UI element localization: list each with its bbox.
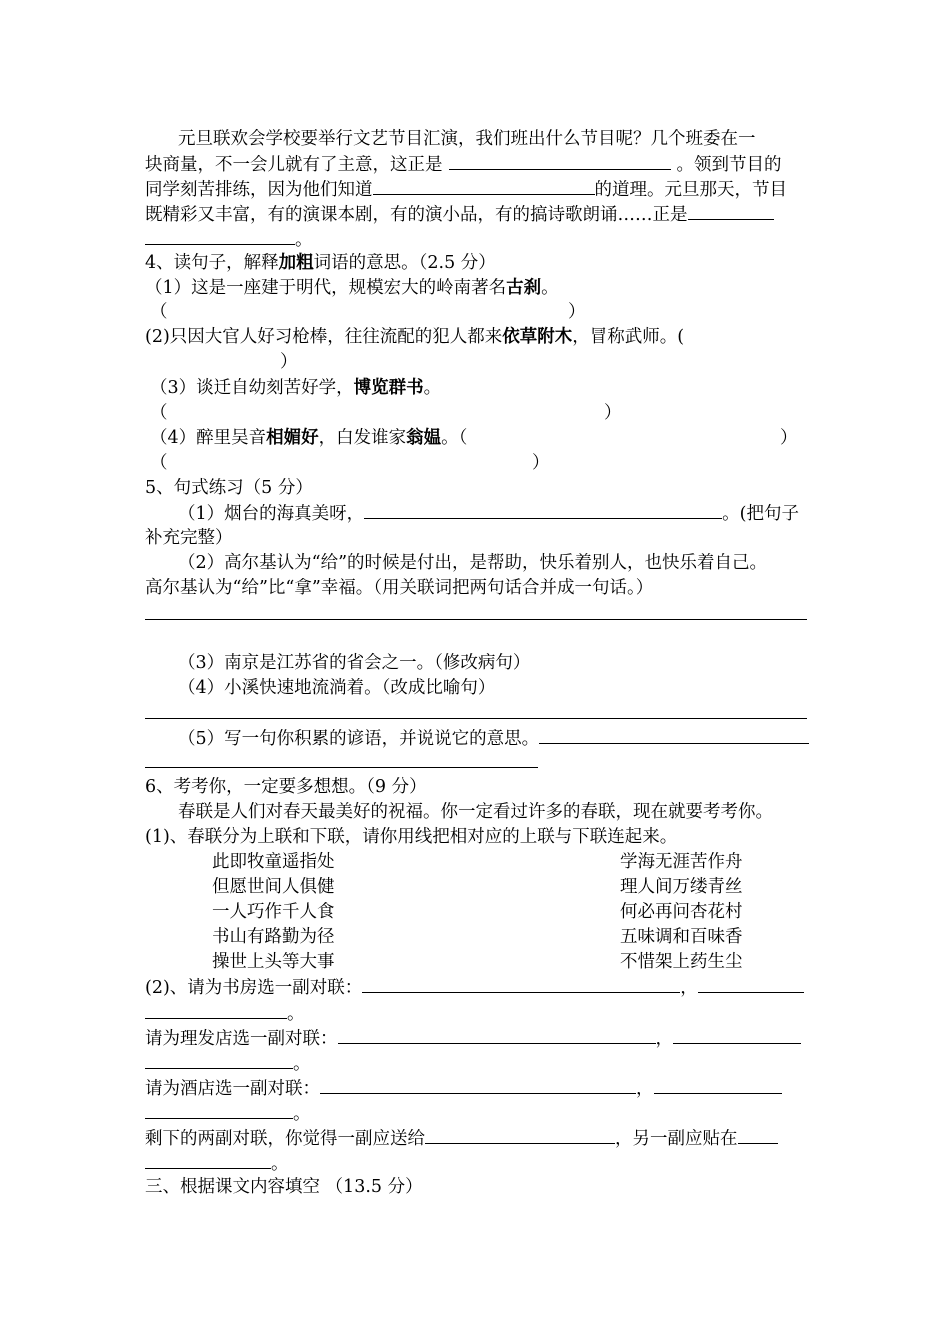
q4-title-text: 4、读句子，解释 <box>145 253 279 273</box>
lower-couplet-3[interactable]: 何必再问杏花村 <box>620 902 743 922</box>
upper-couplet-2[interactable]: 但愿世间人俱健 <box>212 877 335 897</box>
q4-s2-word: 依草附木 <box>502 327 573 347</box>
q6-hotel-blank-2-cont[interactable] <box>145 1101 293 1119</box>
upper-couplet-1[interactable]: 此即牧童遥指处 <box>212 852 335 872</box>
q4-s3-open: （ <box>150 403 168 423</box>
lower-couplet-5[interactable]: 不惜架上药生尘 <box>620 952 743 972</box>
q4-title-bold: 加粗 <box>278 253 314 273</box>
q6-study-text: (2)、请为书房选一副对联： <box>145 978 363 998</box>
q5-s5-answer-line-2[interactable] <box>145 767 538 768</box>
q5-s2-answer-line[interactable] <box>145 619 807 620</box>
q6-study-period: 。 <box>287 1004 305 1024</box>
intro-line-4 <box>145 202 774 227</box>
q4-s2 <box>145 325 684 349</box>
q6-barber-blank-1[interactable] <box>338 1026 656 1044</box>
q6-barber-period: 。 <box>293 1054 311 1074</box>
lower-couplet-4[interactable]: 五味调和百味香 <box>620 927 743 947</box>
q6-remaining-line-2 <box>145 1151 289 1176</box>
q4-s3 <box>150 376 441 400</box>
q6-hotel-text: 请为酒店选一副对联： <box>145 1079 320 1099</box>
blank-idiom-3-cont[interactable] <box>145 227 295 245</box>
intro-line-5-end: 。 <box>295 230 313 250</box>
q6-hotel-comma: ， <box>636 1079 654 1099</box>
intro-line-4-text: 既精彩又丰富，有的演课本剧，有的演小品，有的搞诗歌朗诵……正是 <box>145 205 688 225</box>
intro-line-5 <box>145 227 313 252</box>
q5-s1-blank[interactable] <box>364 501 722 519</box>
q6-remaining-line <box>145 1126 778 1151</box>
intro-line-3 <box>145 177 787 202</box>
q6-remaining-blank-1[interactable] <box>425 1126 615 1144</box>
q5-s2-line-1: （2）高尔基认为“给”的时候是付出，是帮助，快乐着别人，也快乐着自己。 <box>178 553 768 573</box>
q5-s1-cont: 补充完整） <box>145 528 233 548</box>
q4-s2-text: (2)只因大官人好习枪棒，往往流配的犯人都来 <box>145 327 503 347</box>
q6-barber-line-2 <box>145 1051 311 1076</box>
q5-s4: （4）小溪快速地流淌着。（改成比喻句） <box>178 678 496 698</box>
q5-s5 <box>178 726 809 751</box>
q4-s4-word-1: 相媚好 <box>266 428 319 448</box>
q5-s1-end: 。(把句子 <box>722 504 799 524</box>
q6-title: 6、考考你，一定要多想想。（9 分） <box>145 777 427 797</box>
q6-hotel-line-2 <box>145 1101 311 1126</box>
q4-s4-open-2: （ <box>150 453 168 473</box>
q4-s4-answer1-close[interactable]: ） <box>780 428 798 448</box>
q4-s4-answer2-close[interactable]: ） <box>532 453 550 473</box>
q4-s4-word-2: 翁媪 <box>406 428 442 448</box>
q4-s4-mid: ，白发谁家 <box>318 428 407 448</box>
q6-barber-comma: ， <box>655 1029 673 1049</box>
q4-s1-end: 。 <box>541 278 559 298</box>
q5-s5-text: （5）写一句你积累的谚语，并说说它的意思。 <box>178 729 540 749</box>
q4-s1-text: （1）这是一座建于明代，规模宏大的岭南著名 <box>145 278 507 298</box>
q5-s2-line-2: 高尔基认为“给”比“拿”幸福。（用关联词把两句话合并成一句话。） <box>145 578 654 598</box>
q6-hotel-blank-1[interactable] <box>320 1076 636 1094</box>
q6-study-blank-1[interactable] <box>362 975 680 993</box>
q6-study-line <box>145 975 804 1000</box>
q6-intro: 春联是人们对春天最美好的祝福。你一定看过许多的春联，现在就要考考你。 <box>178 802 773 822</box>
blank-idiom-1[interactable] <box>449 152 671 170</box>
q6-remaining-blank-2[interactable] <box>738 1126 778 1144</box>
q6-hotel-line <box>145 1076 782 1101</box>
intro-line-1: 元旦联欢会学校要举行文艺节目汇演，我们班出什么节目呢？几个班委在一 <box>178 129 756 149</box>
lower-couplet-2[interactable]: 理人间万缕青丝 <box>620 877 743 897</box>
q5-s1-text: （1）烟台的海真美呀， <box>178 504 365 524</box>
intro-line-3-end: 的道理。元旦那天，节目 <box>594 180 787 200</box>
q4-s1-open: （ <box>150 302 168 322</box>
blank-idiom-3[interactable] <box>688 202 774 220</box>
q5-s3: （3）南京是江苏省的省会之一。（修改病句） <box>178 653 531 673</box>
q5-s5-blank[interactable] <box>539 726 809 744</box>
q6-study-comma: ， <box>680 978 698 998</box>
q4-s3-answer-close[interactable]: ） <box>604 403 622 423</box>
q5-title: 5、句式练习（5 分） <box>145 478 313 498</box>
q6-remaining-period: 。 <box>271 1154 289 1174</box>
upper-couplet-3[interactable]: 一人巧作千人食 <box>212 902 335 922</box>
q5-s4-answer-line[interactable] <box>145 718 807 719</box>
q6-remaining-text: 剩下的两副对联，你觉得一副应送给 <box>145 1129 425 1149</box>
q5-s1 <box>178 501 799 526</box>
lower-couplet-1[interactable]: 学海无涯苦作舟 <box>620 852 743 872</box>
q4-s4 <box>150 426 467 450</box>
q4-s3-word: 博览群书 <box>353 378 424 398</box>
q6-barber-blank-2-cont[interactable] <box>145 1051 293 1069</box>
q6-barber-line <box>145 1026 801 1051</box>
intro-line-2-end: 。领到节目的 <box>676 155 782 175</box>
q4-s1 <box>145 276 559 300</box>
q4-s1-word: 古刹 <box>506 278 542 298</box>
intro-line-2-text: 块商量，不一会儿就有了主意，这正是 <box>145 155 443 175</box>
q4-title <box>145 251 496 275</box>
q6-study-blank-2[interactable] <box>698 975 804 993</box>
q4-s2-answer-close[interactable]: ） <box>280 352 298 372</box>
blank-idiom-2[interactable] <box>373 177 595 195</box>
q4-title-end: 词语的意思。（2.5 分） <box>313 253 496 273</box>
q6-study-line-2 <box>145 1001 305 1026</box>
q6-remaining-blank-2-cont[interactable] <box>145 1151 271 1169</box>
q6-study-blank-2-cont[interactable] <box>145 1001 287 1019</box>
q6-barber-text: 请为理发店选一副对联： <box>145 1029 338 1049</box>
q6-remaining-mid: ，另一副应贴在 <box>615 1129 738 1149</box>
q4-s4-end: 。（ <box>441 428 468 448</box>
q6-hotel-period: 。 <box>293 1104 311 1124</box>
q6-part1: (1)、春联分为上联和下联，请你用线把相对应的上联与下联连起来。 <box>145 827 678 847</box>
intro-line-2 <box>145 152 782 177</box>
q4-s3-text: （3）谈迁自幼刻苦好学， <box>150 378 354 398</box>
q4-s3-end: 。 <box>423 378 442 398</box>
q4-s2-end: ，冒称武师。( <box>572 327 685 347</box>
section-3-heading: 三、根据课文内容填空 （13.5 分） <box>145 1177 423 1197</box>
q4-s4-text: （4）醉里吴音 <box>150 428 267 448</box>
upper-couplet-4[interactable]: 书山有路勤为径 <box>212 927 335 947</box>
upper-couplet-5[interactable]: 操世上头等大事 <box>212 952 335 972</box>
q6-barber-blank-2[interactable] <box>673 1026 801 1044</box>
q6-hotel-blank-2[interactable] <box>654 1076 782 1094</box>
q4-s1-answer-close[interactable]: ） <box>568 302 586 322</box>
intro-line-3-text: 同学刻苦排练，因为他们知道 <box>145 180 373 200</box>
